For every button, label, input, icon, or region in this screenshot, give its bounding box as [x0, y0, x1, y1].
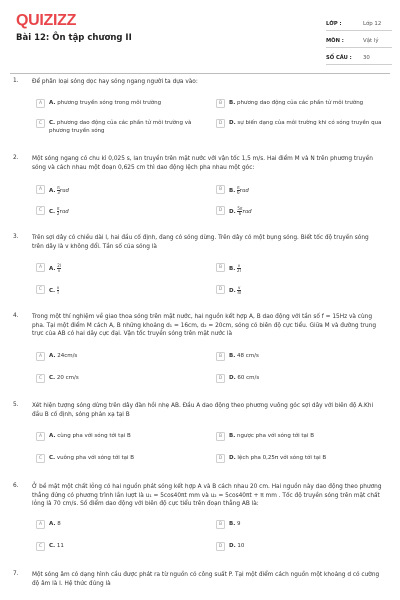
quizizz-logo: QUIZIZZ	[16, 12, 77, 29]
option-label: D.	[229, 209, 236, 215]
option-text	[49, 455, 205, 463]
question-number: 4.	[13, 313, 19, 319]
fraction-denominator: v	[57, 268, 61, 273]
option-label: B.	[229, 433, 236, 439]
fraction-denominator: 2	[56, 211, 60, 216]
option-value: lệch pha 0,25π với sóng tới tại B	[237, 455, 327, 461]
option-text	[229, 521, 385, 529]
question-number: 7.	[13, 571, 19, 577]
question-text: Một sóng âm có dạng hình cầu được phát ra từ nguồn có công suất P. Tại một điểm cách nguồn một khoảng d có cường độ âm là I. Hệ thức đúng là	[32, 572, 380, 587]
option-value: phương dao động của các phần tử môi trường và phương truyền sóng	[49, 120, 192, 134]
option-letter-badge: B	[216, 263, 225, 272]
option-letter-badge: A	[36, 432, 45, 441]
meta-value: Vật lý	[363, 38, 379, 44]
option-label: D.	[229, 288, 236, 294]
option-text	[229, 353, 385, 361]
option-letter-badge: B	[216, 352, 225, 361]
option-text	[229, 286, 385, 296]
option-value: phương dao động của các phần tử môi trường	[237, 100, 364, 106]
question-text: Ở bề mặt một chất lỏng có hai nguồn phát sóng kết hợp A và B cách nhau 20 cm. Hai nguồn này dao động theo phương thẳng đứng có phương trình lần lượt là u₁ = 5cos40πt mm và u₂ = 5cos40πt + π mm . Tốc độ truyền sóng trên mặt chất lỏng là 70 cm/s. Số điểm dao động với biên độ cực tiểu trên đoạn thẳng AB là:	[32, 484, 382, 508]
question-text: Một sóng ngang có chu kì 0,025 s, lan truyền trên mặt nước với vận tốc 1,5 m/s. Hai điểm M và N trên phương truyền sóng và cách nhau một đoạn 0,625 cm thì dao động lệch pha nhau một góc:	[32, 156, 373, 171]
option-letter-badge: D	[216, 454, 225, 463]
fraction-numerator: π	[56, 206, 60, 211]
option-value: 60 cm/s	[237, 375, 260, 381]
option-letter-badge: D	[216, 285, 225, 294]
question-number: 6.	[13, 483, 19, 489]
option-letter-badge: D	[216, 206, 225, 215]
option-value: 20 cm/s	[56, 375, 79, 381]
option-letter-badge: D	[216, 542, 225, 551]
option-letter-badge: D	[216, 119, 225, 128]
question-number: 3.	[13, 234, 19, 240]
fraction-numerator: v	[56, 285, 60, 290]
meta-row-class	[326, 14, 392, 31]
option-text	[229, 455, 385, 463]
option-label: A.	[49, 266, 56, 272]
option-text	[49, 543, 205, 551]
option-unit: rad	[59, 209, 69, 215]
option-text	[49, 264, 205, 274]
option-letter-badge: C	[36, 542, 45, 551]
option-text	[49, 207, 205, 217]
question-text: Để phân loại sóng dọc hay sóng ngang người ta dựa vào:	[32, 79, 198, 85]
option-label: C.	[49, 288, 56, 294]
question-number: 5.	[13, 402, 19, 408]
option-text	[49, 120, 205, 135]
meta-key: SỐ CÂU :	[326, 55, 352, 61]
option-label: A.	[49, 100, 56, 106]
option-letter-badge: C	[36, 454, 45, 463]
option-value: cùng pha với sóng tới tại B	[57, 433, 131, 439]
fraction-denominator: 3	[57, 190, 60, 195]
option-text	[229, 543, 385, 551]
option-label: B.	[229, 353, 236, 359]
option-fraction	[57, 264, 61, 273]
option-label: D.	[229, 375, 236, 381]
fraction-numerator: 5π	[237, 206, 243, 211]
option-letter-badge: A	[36, 352, 45, 361]
option-text	[229, 100, 385, 108]
option-letter-badge: B	[216, 99, 225, 108]
option-label: B.	[229, 266, 236, 272]
fraction-numerator: v	[238, 285, 241, 290]
meta-key: LỚP :	[326, 21, 342, 27]
question-text: Xét hiện tượng sóng dừng trên dây đàn hồi nhẹ AB. Đầu A dao động theo phương vuông góc sợi dây với biên độ A.Khi đầu B cố định, sóng phản xạ tại B	[32, 403, 374, 418]
option-letter-badge: D	[216, 374, 225, 383]
option-label: A.	[49, 433, 56, 439]
option-value: 11	[56, 543, 64, 549]
option-label: B.	[229, 188, 236, 194]
option-value: 24cm/s	[57, 353, 78, 359]
header-divider	[10, 73, 390, 74]
worksheet-title: Bài 12: Ôn tập chương II	[16, 33, 132, 43]
option-text	[229, 433, 385, 441]
option-letter-badge: A	[36, 99, 45, 108]
option-label: C.	[49, 120, 56, 126]
option-text	[229, 120, 385, 128]
option-value: 9	[237, 521, 241, 527]
option-text	[49, 100, 205, 108]
option-text	[49, 286, 205, 296]
question-text: Trong một thí nghiệm về giao thoa sóng trên mặt nước, hai nguồn kết hợp A, B dao động với tần số f = 15Hz và cùng pha. Tại một điểm M cách A, B những khoảng d₁ = 16cm, d₂ = 20cm, sóng có biên độ cực tiểu. Giữa M và đường trung trực của AB có hai dãy cực đại. Vận tốc truyền sóng trên mặt nước là	[32, 314, 377, 338]
option-value: 10	[237, 543, 245, 549]
worksheet-meta	[326, 14, 392, 65]
option-text	[229, 264, 385, 274]
option-text	[49, 353, 205, 361]
meta-row-subject	[326, 31, 392, 48]
option-value: phương truyền sóng trong môi trường	[57, 100, 162, 106]
option-label: A.	[49, 353, 56, 359]
option-value: 8	[57, 521, 61, 527]
option-value: sự biến dạng của môi trường khi có sóng truyền qua	[237, 120, 382, 126]
meta-value: Lớp 12	[363, 21, 382, 27]
meta-key: MÔN :	[326, 38, 344, 44]
meta-value: 30	[363, 55, 370, 61]
fraction-denominator: 2l	[237, 268, 241, 273]
option-fraction	[237, 264, 241, 273]
option-label: A.	[49, 188, 56, 194]
option-label: D.	[229, 120, 236, 126]
option-letter-badge: C	[36, 119, 45, 128]
option-value: 48 cm/s	[237, 353, 259, 359]
question-number: 2.	[13, 155, 19, 161]
option-unit: rad	[239, 188, 250, 194]
option-text	[49, 433, 205, 441]
option-letter-badge: B	[216, 520, 225, 529]
option-label: B.	[229, 521, 236, 527]
option-fraction	[237, 286, 241, 295]
option-text	[49, 186, 205, 196]
option-label: C.	[49, 375, 56, 381]
option-fraction	[57, 286, 59, 295]
option-label: C.	[49, 543, 56, 549]
option-letter-badge: A	[36, 185, 45, 194]
option-letter-badge: B	[216, 432, 225, 441]
option-text	[49, 375, 205, 383]
option-text	[229, 207, 385, 217]
option-label: B.	[229, 100, 236, 106]
option-text	[229, 186, 385, 196]
fraction-denominator: 4l	[237, 290, 242, 295]
worksheet-header	[0, 0, 400, 70]
option-letter-badge: A	[36, 520, 45, 529]
option-text	[49, 521, 205, 529]
option-letter-badge: A	[36, 263, 45, 272]
question-number: 1.	[13, 78, 19, 84]
option-label: D.	[229, 543, 236, 549]
fraction-denominator: l	[57, 290, 59, 295]
option-letter-badge: C	[36, 206, 45, 215]
fraction-denominator: 6	[238, 211, 242, 216]
option-letter-badge: C	[36, 285, 45, 294]
option-value: vuông pha với sóng tới tại B	[56, 455, 135, 461]
fraction-numerator: v	[237, 263, 241, 268]
option-unit: rad	[59, 188, 70, 194]
option-value: ngược pha với sóng tới tại B	[237, 433, 314, 439]
fraction-numerator: π	[57, 185, 60, 190]
meta-row-question-count	[326, 48, 392, 65]
option-text	[229, 375, 385, 383]
fraction-denominator: 6	[237, 190, 240, 195]
option-letter-badge: B	[216, 185, 225, 194]
option-label: D.	[229, 455, 236, 461]
fraction-numerator: π	[237, 185, 240, 190]
option-label: A.	[49, 521, 56, 527]
option-label: C.	[49, 209, 56, 215]
option-letter-badge: C	[36, 374, 45, 383]
option-label: C.	[49, 455, 56, 461]
question-text: Trên sợi dây có chiều dài l, hai đầu cố định, đang có sóng dừng. Trên dây có một bụng sóng. Biết tốc độ truyền sóng trên dây là v không đổi. Tần số của sóng là	[32, 235, 369, 250]
fraction-numerator: 2l	[57, 263, 61, 268]
option-unit: rad	[242, 209, 252, 215]
